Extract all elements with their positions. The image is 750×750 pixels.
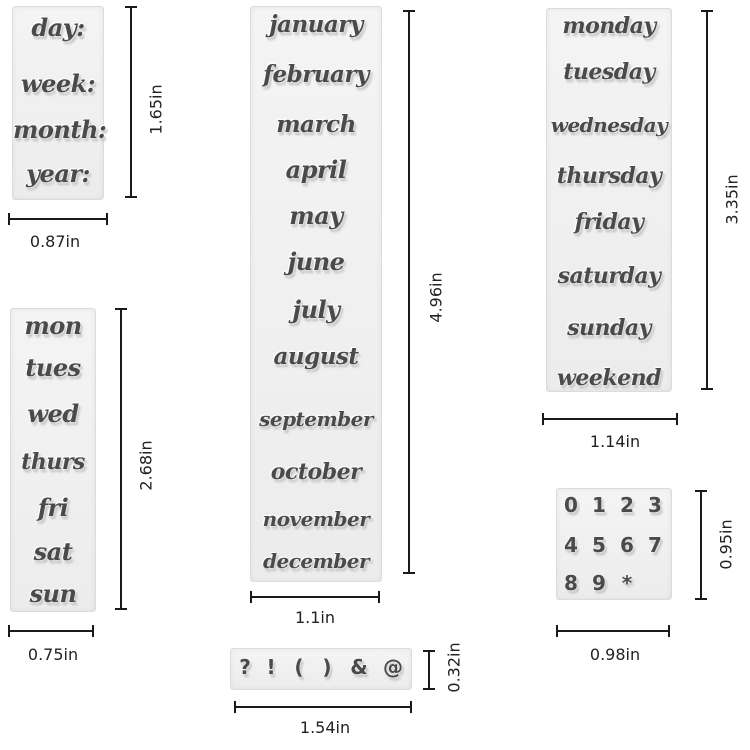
width-dimension-label: 0.98in	[589, 645, 641, 664]
stamp-word: monday	[562, 13, 656, 39]
dimension-tick	[234, 701, 236, 713]
stamp-word: wed	[27, 399, 79, 428]
dimension-tick	[701, 10, 713, 12]
stamp-glyph: 0	[564, 493, 578, 517]
stamp-word: february	[263, 61, 369, 88]
height-dimension-line	[700, 490, 702, 600]
stamp-word: tues	[25, 353, 81, 382]
dimension-tick	[556, 625, 558, 637]
dimension-tick	[695, 490, 707, 492]
stamp-glyph: @	[383, 655, 403, 679]
stamp-word: wednesday	[550, 113, 668, 137]
stamp-glyph: 2	[620, 493, 634, 517]
stamp-sheet-periods	[12, 6, 107, 200]
width-dimension-label: 0.75in	[27, 645, 79, 664]
stamp-word: sat	[33, 537, 73, 566]
dimension-tick	[115, 608, 127, 610]
stamp-glyph: )	[322, 655, 332, 679]
stamp-word: day:	[31, 13, 85, 42]
stamp-word: mon	[24, 311, 82, 340]
dimension-tick	[423, 650, 435, 652]
stamp-glyph: (	[294, 655, 304, 679]
stamp-word: tuesday	[563, 59, 655, 85]
width-dimension-line	[542, 418, 678, 420]
dimension-tick	[542, 413, 544, 425]
height-dimension-label: 1.65in	[146, 84, 166, 135]
stamp-glyph: *	[621, 571, 633, 595]
stamp-glyph: ?	[239, 655, 251, 679]
stamp-glyph: 7	[648, 533, 662, 557]
height-dimension-label: 4.96in	[426, 272, 446, 323]
height-dimension-line	[408, 10, 410, 574]
stamp-word: month:	[13, 115, 107, 144]
dimension-tick	[8, 213, 10, 225]
stamp-sheet-numbers	[556, 488, 672, 600]
dimension-tick	[378, 591, 380, 603]
stamp-sheet-symbols	[230, 648, 412, 690]
width-dimension-label: 1.54in	[299, 718, 351, 737]
width-dimension-line	[234, 706, 412, 708]
stamp-glyph: 8	[564, 571, 578, 595]
stamp-word: friday	[574, 209, 644, 235]
stamp-glyph: 9	[592, 571, 606, 595]
stamp-word: november	[262, 507, 370, 531]
dimension-tick	[403, 10, 415, 12]
dimension-tick	[676, 413, 678, 425]
width-dimension-line	[8, 630, 94, 632]
width-dimension-line	[556, 630, 670, 632]
stamp-word: january	[269, 11, 363, 38]
stamp-word: thurs	[21, 449, 85, 475]
stamp-glyph: &	[350, 655, 368, 679]
width-dimension-line	[8, 218, 108, 220]
stamp-word: week:	[20, 69, 96, 98]
stamp-sheet-weekdays	[546, 8, 672, 392]
dimension-tick	[695, 598, 707, 600]
stamp-sheet-months	[250, 6, 382, 582]
height-dimension-label: 2.68in	[136, 440, 156, 491]
stamp-word: saturday	[557, 263, 661, 289]
stamp-glyph: 1	[592, 493, 606, 517]
height-dimension-label: 0.32in	[444, 642, 464, 693]
dimension-tick	[250, 591, 252, 603]
stamp-word: june	[287, 247, 345, 276]
stamp-word: thursday	[556, 163, 662, 189]
stamp-sheet-weekday-short	[10, 308, 96, 612]
stamp-word: may	[289, 201, 343, 230]
stamp-glyph: 5	[592, 533, 606, 557]
stamp-word: october	[270, 459, 362, 485]
stamp-glyph: 6	[620, 533, 634, 557]
width-dimension-label: 0.87in	[29, 232, 81, 251]
stamp-glyph: 4	[564, 533, 578, 557]
stamp-word: december	[262, 549, 370, 573]
height-dimension-line	[706, 10, 708, 390]
height-dimension-label: 3.35in	[722, 174, 742, 225]
stamp-word: fri	[37, 493, 69, 522]
dimension-tick	[115, 308, 127, 310]
stamp-glyph: !	[266, 655, 276, 679]
stamp-word: march	[276, 111, 356, 138]
stamp-word: september	[259, 407, 373, 431]
stamp-word: april	[285, 155, 347, 184]
dimension-tick	[403, 572, 415, 574]
width-dimension-label: 1.14in	[589, 432, 641, 451]
stamp-word: year:	[26, 159, 90, 188]
dimension-tick	[125, 196, 137, 198]
stamp-word: sunday	[567, 315, 651, 341]
width-dimension-label: 1.1in	[294, 608, 336, 627]
dimension-tick	[668, 625, 670, 637]
dimension-tick	[701, 388, 713, 390]
stamp-word: july	[292, 295, 340, 324]
stamp-word: august	[273, 343, 359, 370]
dimension-tick	[8, 625, 10, 637]
dimension-tick	[423, 688, 435, 690]
height-dimension-line	[120, 308, 122, 610]
height-dimension-label: 0.95in	[716, 519, 736, 570]
stamp-glyph: 3	[648, 493, 662, 517]
height-dimension-line	[130, 6, 132, 198]
dimension-tick	[410, 701, 412, 713]
stamp-word: sun	[29, 579, 77, 608]
stamp-word: weekend	[556, 365, 662, 391]
width-dimension-line	[250, 596, 380, 598]
dimension-tick	[125, 6, 137, 8]
height-dimension-line	[428, 650, 430, 690]
dimension-tick	[106, 213, 108, 225]
dimension-tick	[92, 625, 94, 637]
